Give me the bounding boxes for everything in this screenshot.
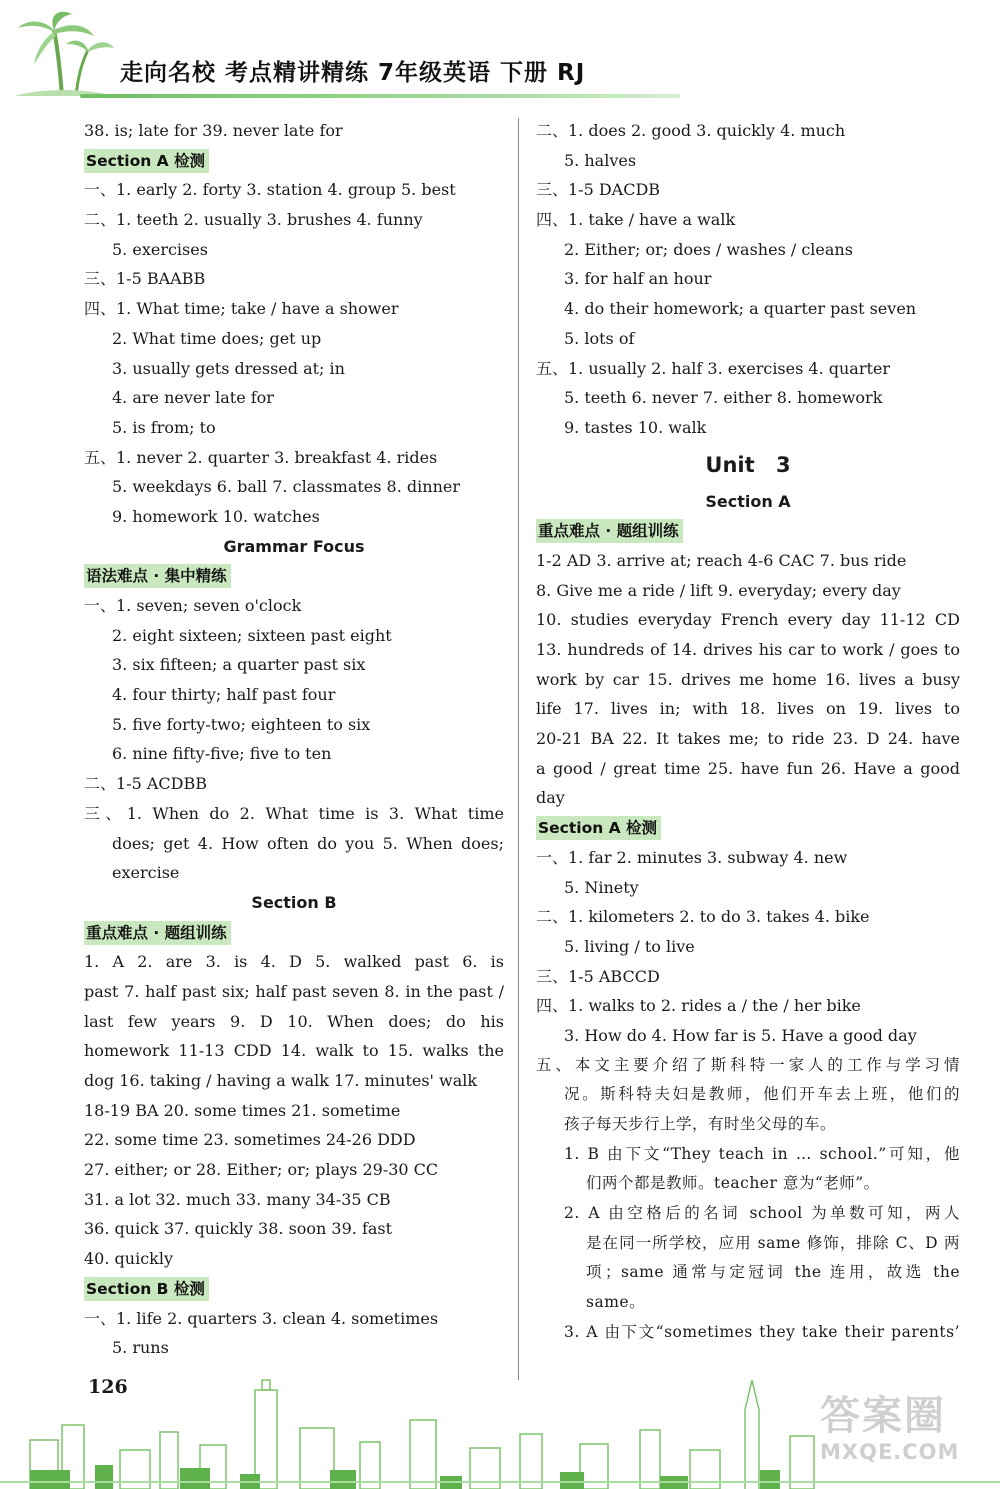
section-heading-label: 重点难点 · 题组训练 — [536, 519, 683, 543]
answer-line: 9. tastes 10. walk — [564, 417, 707, 437]
subsection-heading: Section B — [251, 892, 337, 912]
answer-line: 四、1. walks to 2. rides a / the / her bike — [536, 996, 861, 1016]
answer-line: 5. lots of — [564, 328, 635, 348]
answer-line: 一、1. seven; seven o'clock — [84, 596, 302, 615]
answer-line: 1-2 AD 3. arrive at; reach 4-6 CAC 7. bus ride — [536, 550, 907, 570]
answer-line: 二、1. does 2. good 3. quickly 4. much — [536, 121, 846, 140]
section-heading — [536, 516, 960, 546]
answer-line: 5. five forty-two; eighteen to six — [112, 714, 371, 734]
answer-line: 5. weekdays 6. ball 7. classmates 8. dinner — [112, 477, 460, 497]
answer-line: same。 — [586, 1293, 646, 1312]
answer-line: last few years 9. D 10. When does; do his — [84, 1011, 504, 1031]
answer-line: 9. homework 10. watches — [112, 506, 320, 526]
answer-line: 2. eight sixteen; sixteen past eight — [112, 625, 392, 645]
answer-line: 3. usually gets dressed at; in — [112, 358, 345, 378]
answer-line: 五、本文主要介绍了斯科特一家人的工作与学习情 — [536, 1055, 960, 1074]
answer-line: 项；same 通常与定冠词 the 连用，故选 the — [586, 1263, 960, 1282]
unit-heading: Unit 3 — [705, 452, 791, 477]
watermark-url: MXQE.COM — [820, 1440, 960, 1464]
book-title: 走向名校 考点精讲精练 7年级英语 下册 RJ — [120, 60, 586, 86]
answer-line: 4. are never late for — [112, 388, 274, 408]
watermark-text: 答案圈 — [820, 1393, 946, 1439]
header-rule — [80, 94, 680, 98]
answer-line: 2. A 由空格后的名词 school 为单数可知，两人 — [564, 1204, 960, 1223]
answer-line: 是在同一所学校，应用 same 修饰，排除 C、D 两 — [586, 1233, 960, 1252]
answer-line: 6. nine fifty-five; five to ten — [112, 744, 332, 764]
answer-line: 5. living / to live — [564, 936, 695, 956]
answer-line: 四、1. take / have a walk — [536, 210, 736, 230]
answer-line: homework 11-13 CDD 14. walk to 15. walks the — [84, 1041, 504, 1061]
answer-line: 一、1. early 2. forty 3. station 4. group 5. best — [84, 180, 456, 200]
answer-line: 10. studies everyday French every day 11-12 CD — [536, 610, 960, 630]
answer-line: 三、1-5 ABCCD — [536, 966, 660, 986]
answer-line: 况。斯科特夫妇是教师，他们开车去上班，他们的 — [564, 1085, 960, 1104]
section-heading — [84, 1274, 504, 1304]
answer-line: past 7. half past six; half past seven 8. in the past / — [84, 981, 504, 1001]
section-heading — [84, 146, 504, 176]
answer-line: life 17. lives in; with 18. lives on 19. lives to — [536, 699, 960, 719]
answer-line: 一、1. life 2. quarters 3. clean 4. sometimes — [84, 1308, 439, 1328]
answer-line: 13. hundreds of 14. drives his car to work / goes to — [536, 640, 960, 659]
answer-line: 3. A 由下文“sometimes they take their parents’ — [564, 1322, 960, 1341]
answer-line: 3. six fifteen; a quarter past six — [112, 655, 366, 675]
answer-line: 5. halves — [564, 150, 637, 170]
answer-line: 22. some time 23. sometimes 24-26 DDD — [84, 1130, 416, 1150]
answer-line: 5. exercises — [112, 239, 208, 259]
answer-line: 31. a lot 32. much 33. many 34-35 CB — [84, 1189, 391, 1209]
answer-line: 2. Either; or; does / washes / cleans — [564, 239, 853, 259]
answer-line: 三、1-5 BAABB — [84, 269, 206, 289]
answer-line: exercise — [112, 863, 180, 883]
section-heading — [84, 561, 504, 591]
palm-tree-logo — [14, 10, 114, 98]
section-heading-label: 重点难点 · 题组训练 — [84, 921, 231, 945]
answer-line: 三、1. When do 2. What time is 3. What time — [84, 803, 504, 823]
answer-line: day — [536, 788, 565, 808]
section-heading-label: 语法难点 · 集中精练 — [84, 564, 231, 588]
page-number: 126 — [88, 1376, 128, 1398]
answer-line: 3. for half an hour — [564, 269, 712, 289]
subsection-heading: Section A — [705, 491, 791, 511]
answer-line: 1. B 由下文“They teach in … school.”可知，他 — [564, 1144, 960, 1163]
section-heading — [84, 918, 504, 948]
answer-line: 4. four thirty; half past four — [112, 685, 336, 705]
answer-line: 一、1. far 2. minutes 3. subway 4. new — [536, 847, 848, 867]
answer-line: 三、1-5 DACDB — [536, 180, 661, 200]
answer-line: 五、1. never 2. quarter 3. breakfast 4. rides — [84, 447, 438, 467]
section-heading-label: Section B 检测 — [84, 1277, 209, 1301]
section-heading-label: Section A 检测 — [536, 816, 661, 840]
answer-line: 孩子每天步行上学，有时坐父母的车。 — [564, 1115, 837, 1133]
answer-line: 2. What time does; get up — [112, 328, 322, 348]
subsection-heading: Grammar Focus — [223, 536, 365, 556]
answer-line: 5. runs — [112, 1338, 169, 1358]
answer-line: 4. do their homework; a quarter past seven — [564, 299, 917, 319]
answer-line: 1. A 2. are 3. is 4. D 5. walked past 6. is — [84, 952, 504, 972]
answer-line: 8. Give me a ride / lift 9. everyday; every day — [536, 580, 901, 600]
answer-line: 5. teeth 6. never 7. either 8. homework — [564, 388, 883, 408]
answer-line: 18-19 BA 20. some times 21. sometime — [84, 1100, 401, 1120]
right-column — [536, 116, 960, 1348]
answer-line: 3. How do 4. How far is 5. Have a good day — [564, 1025, 917, 1045]
answer-line: 40. quickly — [84, 1249, 174, 1269]
answer-line: 四、1. What time; take / have a shower — [84, 299, 399, 319]
answer-line: 5. Ninety — [564, 877, 639, 897]
section-heading-label: Section A 检测 — [84, 149, 209, 173]
answer-line: 二、1. teeth 2. usually 3. brushes 4. funny — [84, 210, 423, 230]
answer-line: 五、1. usually 2. half 3. exercises 4. quarter — [536, 358, 891, 378]
answer-line: 20-21 BA 22. It takes me; to ride 23. D 24. have — [536, 729, 960, 749]
answer-line: does; get 4. How often do you 5. When does; — [112, 833, 504, 853]
answer-line: 36. quick 37. quickly 38. soon 39. fast — [84, 1219, 393, 1239]
left-column — [84, 116, 504, 1363]
answer-line: 二、1-5 ACDBB — [84, 774, 207, 794]
answer-line: 27. either; or 28. Either; or; plays 29-30 CC — [84, 1160, 439, 1180]
answer-line: a good / great time 25. have fun 26. Have a good — [536, 758, 960, 778]
watermark — [820, 1392, 996, 1487]
section-heading — [536, 813, 960, 843]
column-divider — [518, 118, 519, 1380]
answer-line: 38. is; late for 39. never late for — [84, 121, 343, 140]
answer-line: 们两个都是教师。teacher 意为“老师”。 — [586, 1174, 880, 1193]
answer-line: work by car 15. drives me home 16. lives a busy — [536, 669, 960, 689]
answer-line: 二、1. kilometers 2. to do 3. takes 4. bike — [536, 907, 870, 927]
answer-line: dog 16. taking / having a walk 17. minutes' walk — [84, 1071, 478, 1090]
answer-line: 5. is from; to — [112, 417, 216, 437]
